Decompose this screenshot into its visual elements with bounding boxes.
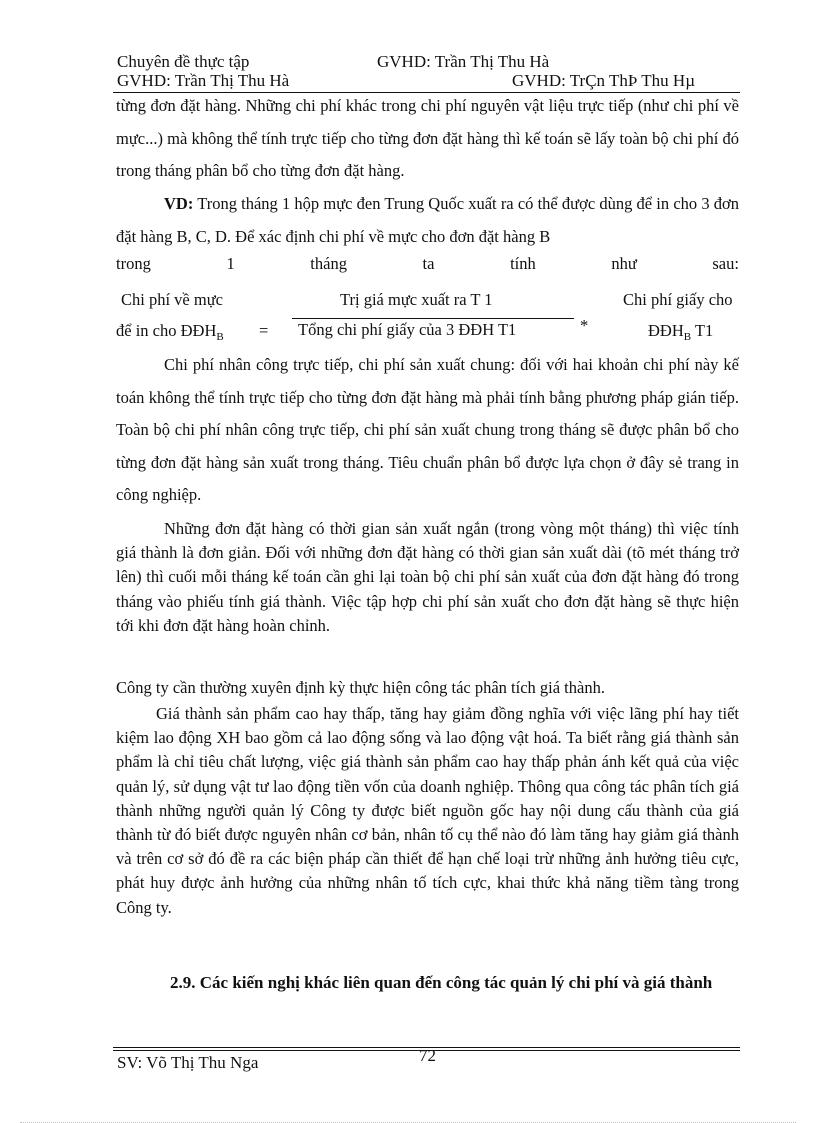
formula-left-bottom: để in cho $ĐĐH_B$	[116, 321, 224, 343]
header-supervisor-top: GVHD: Trần Thị Thu Hà	[377, 52, 550, 71]
formula-numerator: Trị giá mực xuất ra T 1	[340, 290, 493, 309]
example-last-line	[116, 254, 739, 278]
section-heading: 2.9. Các kiến nghị khác liên quan đến công tác quản lý chi phí và giá thành	[170, 973, 713, 992]
paragraph-6: Giá thành sản phẩm cao hay thấp, tăng hay giảm đồng nghĩa với việc lãng phí hay tiết kiệm lao động XH bao gồm cả lao động sống và lao động vật hoá. Ta biết rằng giá thành sản phẩm là chỉ tiêu chất lượng, việc giá thành sản phẩm cao hay thấp phản ánh kết quả của việc quản lý, sử dụng vật tư lao động tiền vốn của doanh nghiệp. Thông qua công tác phân tích giá thành những người quản lý Công ty được biết nguồn gốc hay nội dung cấu thành của giá thành từ đó biết được nguyên nhân cơ bản, nhân tố cụ thể nào đó làm tăng hay giảm giá thành và trên cơ sở đó đề ra các biện pháp cần thiết để hạn chế loại trừ những ảnh hưởng tiêu cực, phát huy được ảnh hưởng của những nhân tố tích cực, khai thức khả năng tiềm tàng trong Công ty.	[116, 704, 739, 917]
example-text: Trong tháng 1 hộp mực đen Trung Quốc xuất ra có thể được dùng để in cho 3 đơn đặt hàng B, C, D. Để xác định chi phí về mực cho đơn đặt hàng B	[116, 194, 739, 246]
example-word: trong	[116, 254, 151, 273]
formula-fraction-bar	[292, 318, 574, 319]
formula-right-top: Chi phí giấy cho	[623, 290, 733, 309]
header-course-title: Chuyên đề thực tập	[117, 52, 250, 71]
example-word: như	[611, 254, 637, 273]
example-word: sau:	[712, 254, 739, 273]
example-word: tháng	[310, 254, 347, 273]
footer-student: SV: Võ Thị Thu Nga	[117, 1053, 259, 1072]
formula-left-top: Chi phí về mực	[121, 290, 223, 309]
example-label: VD:	[164, 194, 194, 213]
paragraph-5: Công ty cần thường xuyên định kỳ thực hiện công tác phân tích giá thành.	[116, 678, 605, 697]
example-word: ta	[422, 254, 435, 273]
paragraph-example	[116, 188, 739, 253]
formula-equals: =	[259, 321, 269, 340]
paragraph-4: Những đơn đặt hàng có thời gian sản xuất ngắn (trong vòng một tháng) thì việc tính giá thành là đơn giản. Đối với những đơn đặt hàng có thời gian sản xuất dài (tõ mét tháng trở lên) thì cuối mỗi tháng kế toán cần ghi lại toàn bộ chi phí sản xuất của đơn đặt hàng đó trong tháng vào phiếu tính giá thành. Việc tập hợp chi phí sản xuất cho đơn đặt hàng sẽ thực hiện tới khi đơn đặt hàng hoàn chỉnh.	[116, 519, 739, 635]
header-supervisor-left: GVHD: Trần Thị Thu Hà	[117, 71, 290, 90]
formula-times: *	[580, 316, 589, 335]
example-word: tính	[510, 254, 536, 273]
example-word: 1	[226, 254, 235, 273]
footer-page-number: 72	[419, 1046, 436, 1065]
formula-right-bottom: $ĐĐH_B$ T1	[648, 321, 714, 343]
header-supervisor-right: GVHD: TrÇn ThÞ Thu Hµ	[512, 71, 695, 90]
formula-denominator: Tổng chi phí giấy của 3 ĐĐH T1	[298, 320, 517, 339]
paragraph-1: từng đơn đặt hàng. Những chi phí khác trong chi phí nguyên vật liệu trực tiếp (như chi phí về mực...) mà không thể tính trực tiếp cho từng đơn đặt hàng thì kế toán sẽ lấy toàn bộ chi phí đó trong tháng phân bổ cho từng đơn đặt hàng.	[116, 96, 739, 180]
paragraph-3: Chi phí nhân công trực tiếp, chi phí sản xuất chung: đối với hai khoản chi phí này kế toán không thể tính trực tiếp cho từng đơn đặt hàng mà phải tính bằng phương pháp gián tiếp. Toàn bộ chi phí nhân công trực tiếp, chi phí sản xuất chung trong tháng sẽ được phân bổ cho từng đơn đặt hàng sản xuất trong tháng. Tiêu chuẩn phân bổ được lựa chọn ở đây sẻ trang in công nghiệp.	[116, 355, 739, 504]
